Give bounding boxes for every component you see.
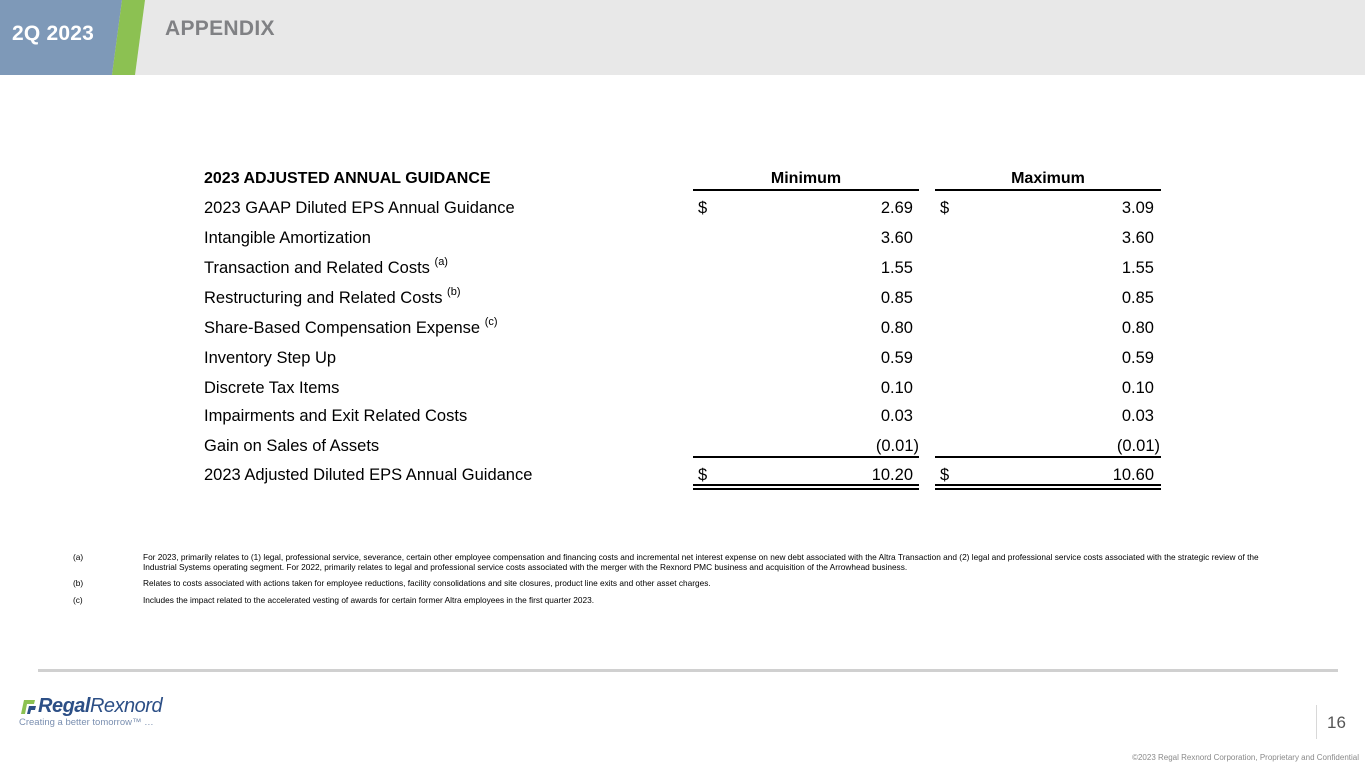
row-label: [204, 466, 532, 485]
header-bar: [0, 0, 1365, 75]
footnote-reference: (b): [447, 286, 461, 298]
value-maximum: 0.85: [1121, 289, 1154, 307]
table-row: [204, 286, 1164, 313]
table-row: [204, 256, 1164, 283]
company-logo: [18, 695, 188, 717]
value-minimum: 0.10: [880, 379, 913, 397]
footnote-reference: (c): [484, 316, 498, 328]
logo-wordmark: [38, 695, 162, 718]
value-maximum: 1.55: [1121, 259, 1154, 277]
page-number-separator: [1316, 705, 1317, 739]
subtotal-line-max: [935, 456, 1161, 458]
header-underline-min: [693, 189, 919, 191]
quarter-badge: [0, 0, 140, 75]
value-minimum: 1.55: [880, 259, 913, 277]
footnote-mark: (a): [73, 552, 84, 562]
row-label-text: Gain on Sales of Assets: [204, 437, 380, 455]
value-minimum: 2.69: [880, 199, 913, 217]
table-heading: 2023 ADJUSTED ANNUAL GUIDANCE: [204, 170, 491, 187]
value-maximum: 3.60: [1121, 229, 1154, 247]
value-maximum: (0.01): [1116, 437, 1160, 455]
row-label-text: Inventory Step Up: [204, 349, 337, 367]
value-maximum: 3.09: [1121, 199, 1154, 217]
currency-sign-min: $: [698, 199, 708, 217]
value-maximum: 0.80: [1121, 319, 1154, 337]
subtotal-line-min: [693, 456, 919, 458]
row-label: [204, 199, 515, 218]
value-minimum: 0.03: [880, 407, 913, 425]
value-minimum: 0.80: [880, 319, 913, 337]
column-header-maximum: Maximum: [1011, 170, 1085, 187]
footnote-text: Relates to costs associated with actions taken for employee reductions, facility consolidations and site closures, product line exits and other asset charges.: [143, 578, 711, 588]
total-double-line-min-1: [693, 484, 919, 486]
copyright-notice: ©2023 Regal Rexnord Corporation, Proprietary and Confidential: [1132, 753, 1359, 762]
guidance-table: [204, 166, 1164, 496]
table-row: [204, 407, 1164, 431]
row-label: [204, 349, 336, 368]
value-minimum: 0.59: [880, 349, 913, 367]
row-label: [204, 256, 448, 278]
page-title: APPENDIX: [165, 17, 275, 40]
column-header-minimum: Minimum: [770, 170, 842, 187]
row-label-text: Intangible Amortization: [204, 229, 371, 247]
row-label: [204, 379, 339, 398]
value-maximum: 0.10: [1121, 379, 1154, 397]
table-row: [204, 349, 1164, 373]
header-underline-max: [935, 189, 1161, 191]
tagline: Creating a better tomorrow™ …: [19, 717, 154, 728]
value-maximum: 0.03: [1121, 407, 1154, 425]
row-label-text: Impairments and Exit Related Costs: [204, 407, 468, 425]
footnote-mark: (b): [73, 578, 84, 588]
currency-sign-max: $: [940, 199, 950, 217]
row-label: [204, 286, 461, 308]
row-label: [204, 407, 467, 426]
value-minimum: 3.60: [880, 229, 913, 247]
logo-mark-icon: [18, 696, 38, 716]
row-label-text: Restructuring and Related Costs: [204, 289, 443, 307]
total-double-line-max-1: [935, 484, 1161, 486]
footer-divider: [38, 669, 1338, 672]
value-minimum: 10.20: [871, 466, 913, 484]
total-double-line-max-2: [935, 488, 1161, 490]
footnote-text: Includes the impact related to the accelerated vesting of awards for certain former Altra employees in the first quarter 2023.: [143, 595, 595, 605]
row-label: [204, 316, 498, 338]
value-maximum: 10.60: [1112, 466, 1154, 484]
footnote-mark: (c): [73, 595, 83, 605]
table-row: [204, 379, 1164, 403]
row-label-text: Discrete Tax Items: [204, 379, 340, 397]
logo-rexnord: Rexnord: [89, 695, 163, 717]
currency-sign-max: $: [940, 466, 950, 484]
row-label-text: Share-Based Compensation Expense: [204, 319, 481, 337]
value-minimum: (0.01): [875, 437, 919, 455]
footnote-text: For 2023, primarily relates to (1) legal, professional service, severance, certain other employee compensation and financing costs and incremental net interest expense on new debt associated with the Altra Transaction and (2) legal and professional service costs associated with the strategic review of the Industrial Systems operating segment. For 2022, primarily relates to legal and professional service costs associated with the merger with the Rexnord PMC business and acquisition of the Arrowhead business.: [143, 552, 1259, 572]
footnote-reference: (a): [434, 256, 448, 268]
row-label-text: Transaction and Related Costs: [204, 259, 430, 277]
value-maximum: 0.59: [1121, 349, 1154, 367]
table-row: [204, 466, 1164, 490]
table-row: [204, 199, 1164, 223]
value-minimum: 0.85: [880, 289, 913, 307]
table-row: [204, 229, 1164, 253]
page-number: 16: [1327, 713, 1346, 732]
quarter-label: 2Q 2023: [12, 22, 94, 45]
row-label-text: 2023 Adjusted Diluted EPS Annual Guidance: [204, 466, 533, 484]
table-row: [204, 316, 1164, 343]
row-label: [204, 229, 371, 248]
currency-sign-min: $: [698, 466, 708, 484]
row-label-text: 2023 GAAP Diluted EPS Annual Guidance: [204, 199, 515, 217]
logo-regal: Regal: [38, 695, 90, 717]
total-double-line-min-2: [693, 488, 919, 490]
row-label: [204, 437, 379, 456]
